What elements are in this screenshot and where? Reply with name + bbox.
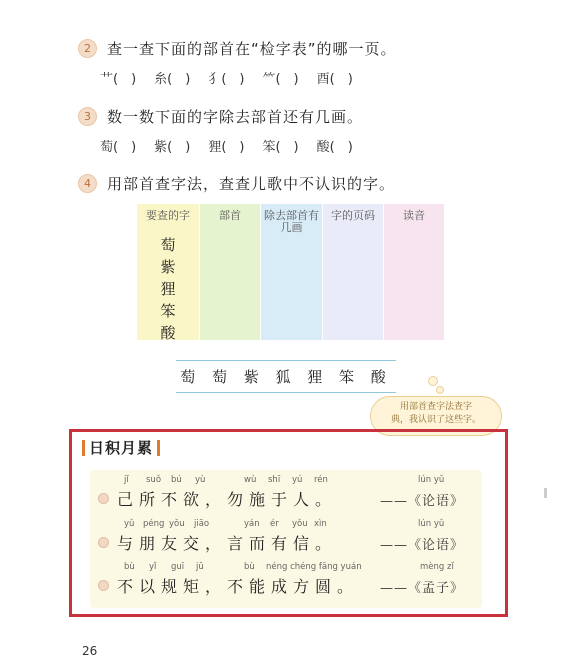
proverb-text: 与朋友交，言而有信。 bbox=[117, 534, 338, 553]
radical-row bbox=[100, 68, 353, 87]
proverb-line bbox=[98, 574, 359, 597]
table-char: 笨 bbox=[160, 302, 176, 320]
column-header: 读音 bbox=[403, 209, 425, 222]
proverb-line bbox=[98, 531, 337, 554]
pinyin: yǐ bbox=[149, 562, 157, 572]
pinyin: yù bbox=[195, 475, 206, 485]
char-item: 酸( ) bbox=[316, 140, 353, 155]
column-header: 除去部首有几画 bbox=[264, 209, 319, 234]
radical-item: 犭( ) bbox=[208, 72, 245, 87]
char-item: 狸( ) bbox=[208, 140, 245, 155]
column-header: 部首 bbox=[219, 209, 241, 222]
column-strokes bbox=[261, 204, 322, 340]
pinyin: yǒu bbox=[292, 519, 308, 529]
proverb-text: 不以规矩，不能成方圆。 bbox=[117, 577, 360, 596]
column-header: 要查的字 bbox=[146, 209, 190, 222]
question-2-text: 数一数下面的字除去部首还有几画。 bbox=[107, 108, 364, 126]
pinyin: jǐ bbox=[124, 475, 129, 485]
strip-top-line bbox=[176, 360, 396, 361]
pinyin: shī bbox=[268, 475, 281, 485]
bullet-icon bbox=[98, 580, 109, 591]
radical-item: ⺮( ) bbox=[262, 72, 299, 87]
bullet-icon bbox=[98, 493, 109, 504]
pinyin: suǒ bbox=[146, 475, 162, 485]
strip-bottom-line bbox=[176, 392, 396, 393]
bubble-text bbox=[371, 401, 501, 427]
proverb-source: ——《论语》 bbox=[380, 494, 465, 509]
proverb-text: 己所不欲，勿施于人。 bbox=[117, 490, 338, 509]
bubble-line-2: 典，我认识了这些字。 bbox=[390, 415, 481, 425]
page-number: 26 bbox=[82, 644, 98, 658]
pinyin: ér bbox=[270, 519, 279, 529]
table-char: 萄 bbox=[160, 236, 176, 254]
proverb-source: ——《论语》 bbox=[380, 538, 465, 553]
word-strip: 萄 萄 紫 狐 狸 笨 酸 bbox=[180, 368, 392, 386]
question-3-text: 用部首查字法，查查儿歌中不认识的字。 bbox=[107, 175, 396, 193]
table-char: 狸 bbox=[160, 280, 176, 298]
pinyin: yú bbox=[292, 475, 303, 485]
title-bar-right bbox=[157, 440, 160, 456]
pinyin: néng chéng fāng yuán bbox=[266, 562, 362, 572]
pinyin: yǔ bbox=[124, 519, 135, 529]
source-pinyin: lún yǔ bbox=[418, 519, 445, 529]
pinyin: wù bbox=[244, 475, 257, 485]
bubble-dot bbox=[428, 376, 438, 386]
pinyin: guī bbox=[171, 562, 185, 572]
column-chars bbox=[137, 204, 199, 340]
column-page bbox=[323, 204, 383, 340]
char-item: 萄( ) bbox=[100, 140, 137, 155]
section-title bbox=[82, 437, 160, 458]
bubble-line-1: 用部首查字法查字 bbox=[399, 402, 472, 412]
proverb-line bbox=[98, 487, 337, 510]
bullet-icon bbox=[98, 537, 109, 548]
question-2-number: 3 bbox=[78, 107, 97, 126]
pinyin: jǔ bbox=[196, 562, 204, 572]
pinyin: rén bbox=[314, 475, 328, 485]
radical-item: 艹( ) bbox=[100, 72, 137, 87]
question-1-text: 查一查下面的部首在“检字表”的哪一页。 bbox=[107, 40, 397, 58]
question-1-number: 2 bbox=[78, 39, 97, 58]
pinyin: péng bbox=[143, 519, 165, 529]
column-radical bbox=[200, 204, 260, 340]
table-char: 紫 bbox=[160, 258, 176, 276]
lookup-table bbox=[137, 204, 444, 340]
radical-item: 酉( ) bbox=[316, 72, 353, 87]
column-header: 字的页码 bbox=[331, 209, 375, 222]
section-title-text: 日积月累 bbox=[89, 439, 154, 457]
question-3-number: 4 bbox=[78, 174, 97, 193]
edge-mark bbox=[544, 488, 547, 498]
char-item: 紫( ) bbox=[154, 140, 191, 155]
char-list bbox=[137, 234, 199, 344]
pinyin: yán bbox=[244, 519, 260, 529]
column-pronunciation bbox=[384, 204, 444, 340]
question-3 bbox=[78, 173, 395, 194]
pinyin: bù bbox=[124, 562, 135, 572]
pinyin: xìn bbox=[314, 519, 327, 529]
source-pinyin: lún yǔ bbox=[418, 475, 445, 485]
radical-item: 糸( ) bbox=[154, 72, 191, 87]
question-2 bbox=[78, 106, 363, 127]
pinyin: bù bbox=[244, 562, 255, 572]
stroke-count-row bbox=[100, 136, 353, 155]
source-pinyin: mèng zǐ bbox=[420, 562, 454, 572]
pinyin: jiāo bbox=[194, 519, 210, 529]
proverb-source: ——《孟子》 bbox=[380, 581, 465, 596]
table-char: 酸 bbox=[160, 324, 176, 342]
question-1 bbox=[78, 38, 397, 59]
title-bar-left bbox=[82, 440, 85, 456]
bubble-dot bbox=[436, 386, 444, 394]
pinyin: yǒu bbox=[169, 519, 185, 529]
pinyin: bú bbox=[171, 475, 182, 485]
char-item: 笨( ) bbox=[262, 140, 299, 155]
